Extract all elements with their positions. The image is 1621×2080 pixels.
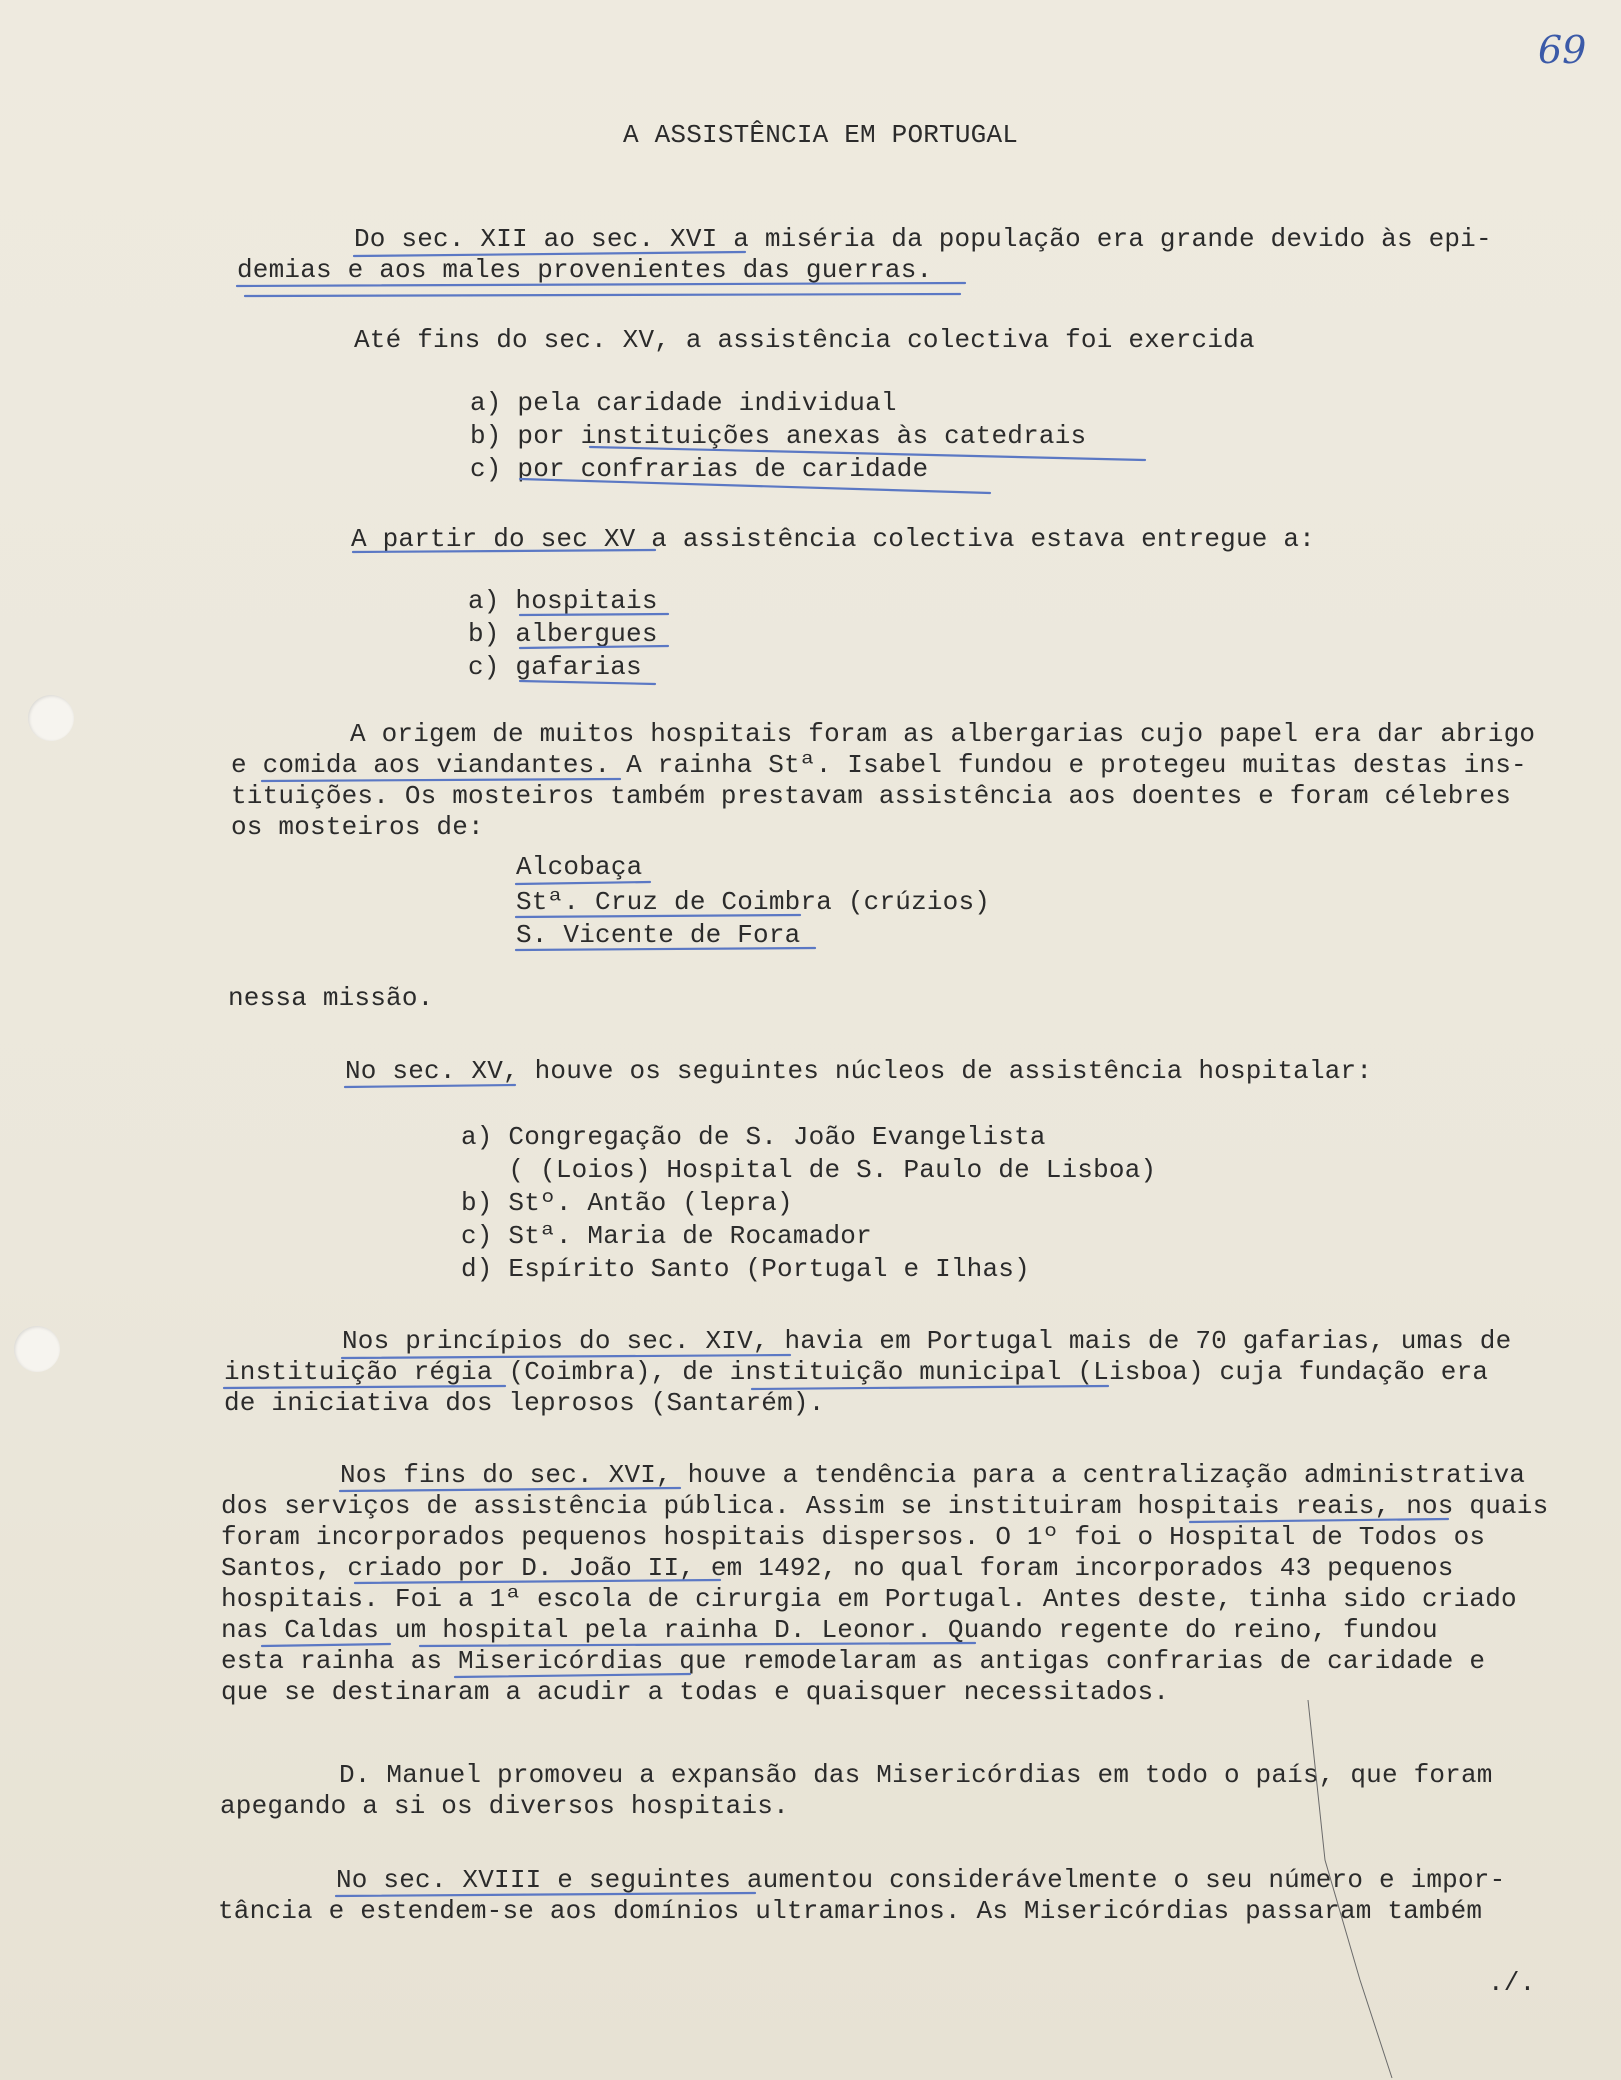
- list-1-item: b) por instituições anexas às catedrais: [470, 421, 1087, 451]
- paragraph-2: Até fins do sec. XV, a assistência colectiva foi exercida: [354, 325, 1255, 355]
- list-2-item: c) gafarias: [468, 652, 642, 682]
- paragraph-4-line: tituições. Os mosteiros também prestavam assistência aos doentes e foram célebres: [231, 781, 1512, 811]
- paragraph-7-line: nas Caldas um hospital pela rainha D. Leonor. Quando regente do reino, fundou: [221, 1615, 1438, 1645]
- paragraph-6-line: Nos princípios do sec. XIV, havia em Portugal mais de 70 gafarias, umas de: [342, 1326, 1512, 1356]
- paragraph-6-line: instituição régia (Coimbra), de instituição municipal (Lisboa) cuja fundação era: [224, 1357, 1489, 1387]
- monastery-item: S. Vicente de Fora: [516, 920, 801, 950]
- paragraph-7-line: foram incorporados pequenos hospitais dispersos. O 1º foi o Hospital de Todos os: [221, 1522, 1486, 1552]
- list-1-item: a) pela caridade individual: [470, 388, 897, 418]
- page-number: 69: [1538, 28, 1587, 72]
- paragraph-4-line: e comida aos viandantes. A rainha Stª. Isabel fundou e protegeu muitas destas ins-: [231, 750, 1527, 780]
- paragraph-9-line: No sec. XVIII e seguintes aumentou considerávelmente o seu número e impor-: [336, 1865, 1506, 1895]
- list-3-item: b) Stº. Antão (lepra): [461, 1188, 793, 1218]
- paragraph-7-line: que se destinaram a acudir a todas e quaisquer necessitados.: [221, 1677, 1170, 1707]
- paragraph-7-line: hospitais. Foi a 1ª escola de cirurgia em Portugal. Antes deste, tinha sido criado: [221, 1584, 1517, 1614]
- list-2-item: b) albergues: [468, 619, 658, 649]
- paragraph-9-line: tância e estendem-se aos domínios ultramarinos. As Misericórdias passaram também: [218, 1896, 1483, 1926]
- paragraph-4-line: os mosteiros de:: [231, 812, 484, 842]
- paragraph-5: No sec. XV, houve os seguintes núcleos de assistência hospitalar:: [345, 1056, 1373, 1086]
- paragraph-7-line: Nos fins do sec. XVI, houve a tendência para a centralização administrativa: [340, 1460, 1526, 1490]
- paragraph-7-line: esta rainha as Misericórdias que remodelaram as antigas confrarias de caridade e: [221, 1646, 1486, 1676]
- list-3-item: ( (Loios) Hospital de S. Paulo de Lisboa): [461, 1155, 1157, 1185]
- paragraph-3: A partir do sec XV a assistência colectiva estava entregue a:: [351, 524, 1315, 554]
- monastery-item: Alcobaça: [516, 852, 643, 882]
- paragraph-6-line: de iniciativa dos leprosos (Santarém).: [224, 1388, 825, 1418]
- paragraph-4-end: nessa missão.: [228, 983, 434, 1013]
- list-1-item: c) por confrarias de caridade: [470, 454, 929, 484]
- paragraph-8-line: D. Manuel promoveu a expansão das Misericórdias em todo o país, que foram: [339, 1760, 1493, 1790]
- page-title: A ASSISTÊNCIA EM PORTUGAL: [623, 120, 1019, 150]
- list-3-item: c) Stª. Maria de Rocamador: [461, 1221, 872, 1251]
- paragraph-7-line: Santos, criado por D. João II, em 1492, no qual foram incorporados 43 pequenos: [221, 1553, 1454, 1583]
- list-2-item: a) hospitais: [468, 586, 658, 616]
- list-3-item: a) Congregação de S. João Evangelista: [461, 1122, 1046, 1152]
- paragraph-1-line-1: Do sec. XII ao sec. XVI a miséria da população era grande devido às epi-: [354, 224, 1492, 254]
- continuation-mark: ./.: [1488, 1968, 1536, 1998]
- paragraph-8-line: apegando a si os diversos hospitais.: [220, 1791, 789, 1821]
- paragraph-1-line-2: demias e aos males provenientes das guerras.: [237, 255, 933, 285]
- paragraph-4-line: A origem de muitos hospitais foram as albergarias cujo papel era dar abrigo: [350, 719, 1536, 749]
- monastery-item: Stª. Cruz de Coimbra (crúzios): [516, 887, 991, 917]
- paragraph-7-line: dos serviços de assistência pública. Assim se instituiram hospitais reais, nos quais: [221, 1491, 1549, 1521]
- list-3-item: d) Espírito Santo (Portugal e Ilhas): [461, 1254, 1030, 1284]
